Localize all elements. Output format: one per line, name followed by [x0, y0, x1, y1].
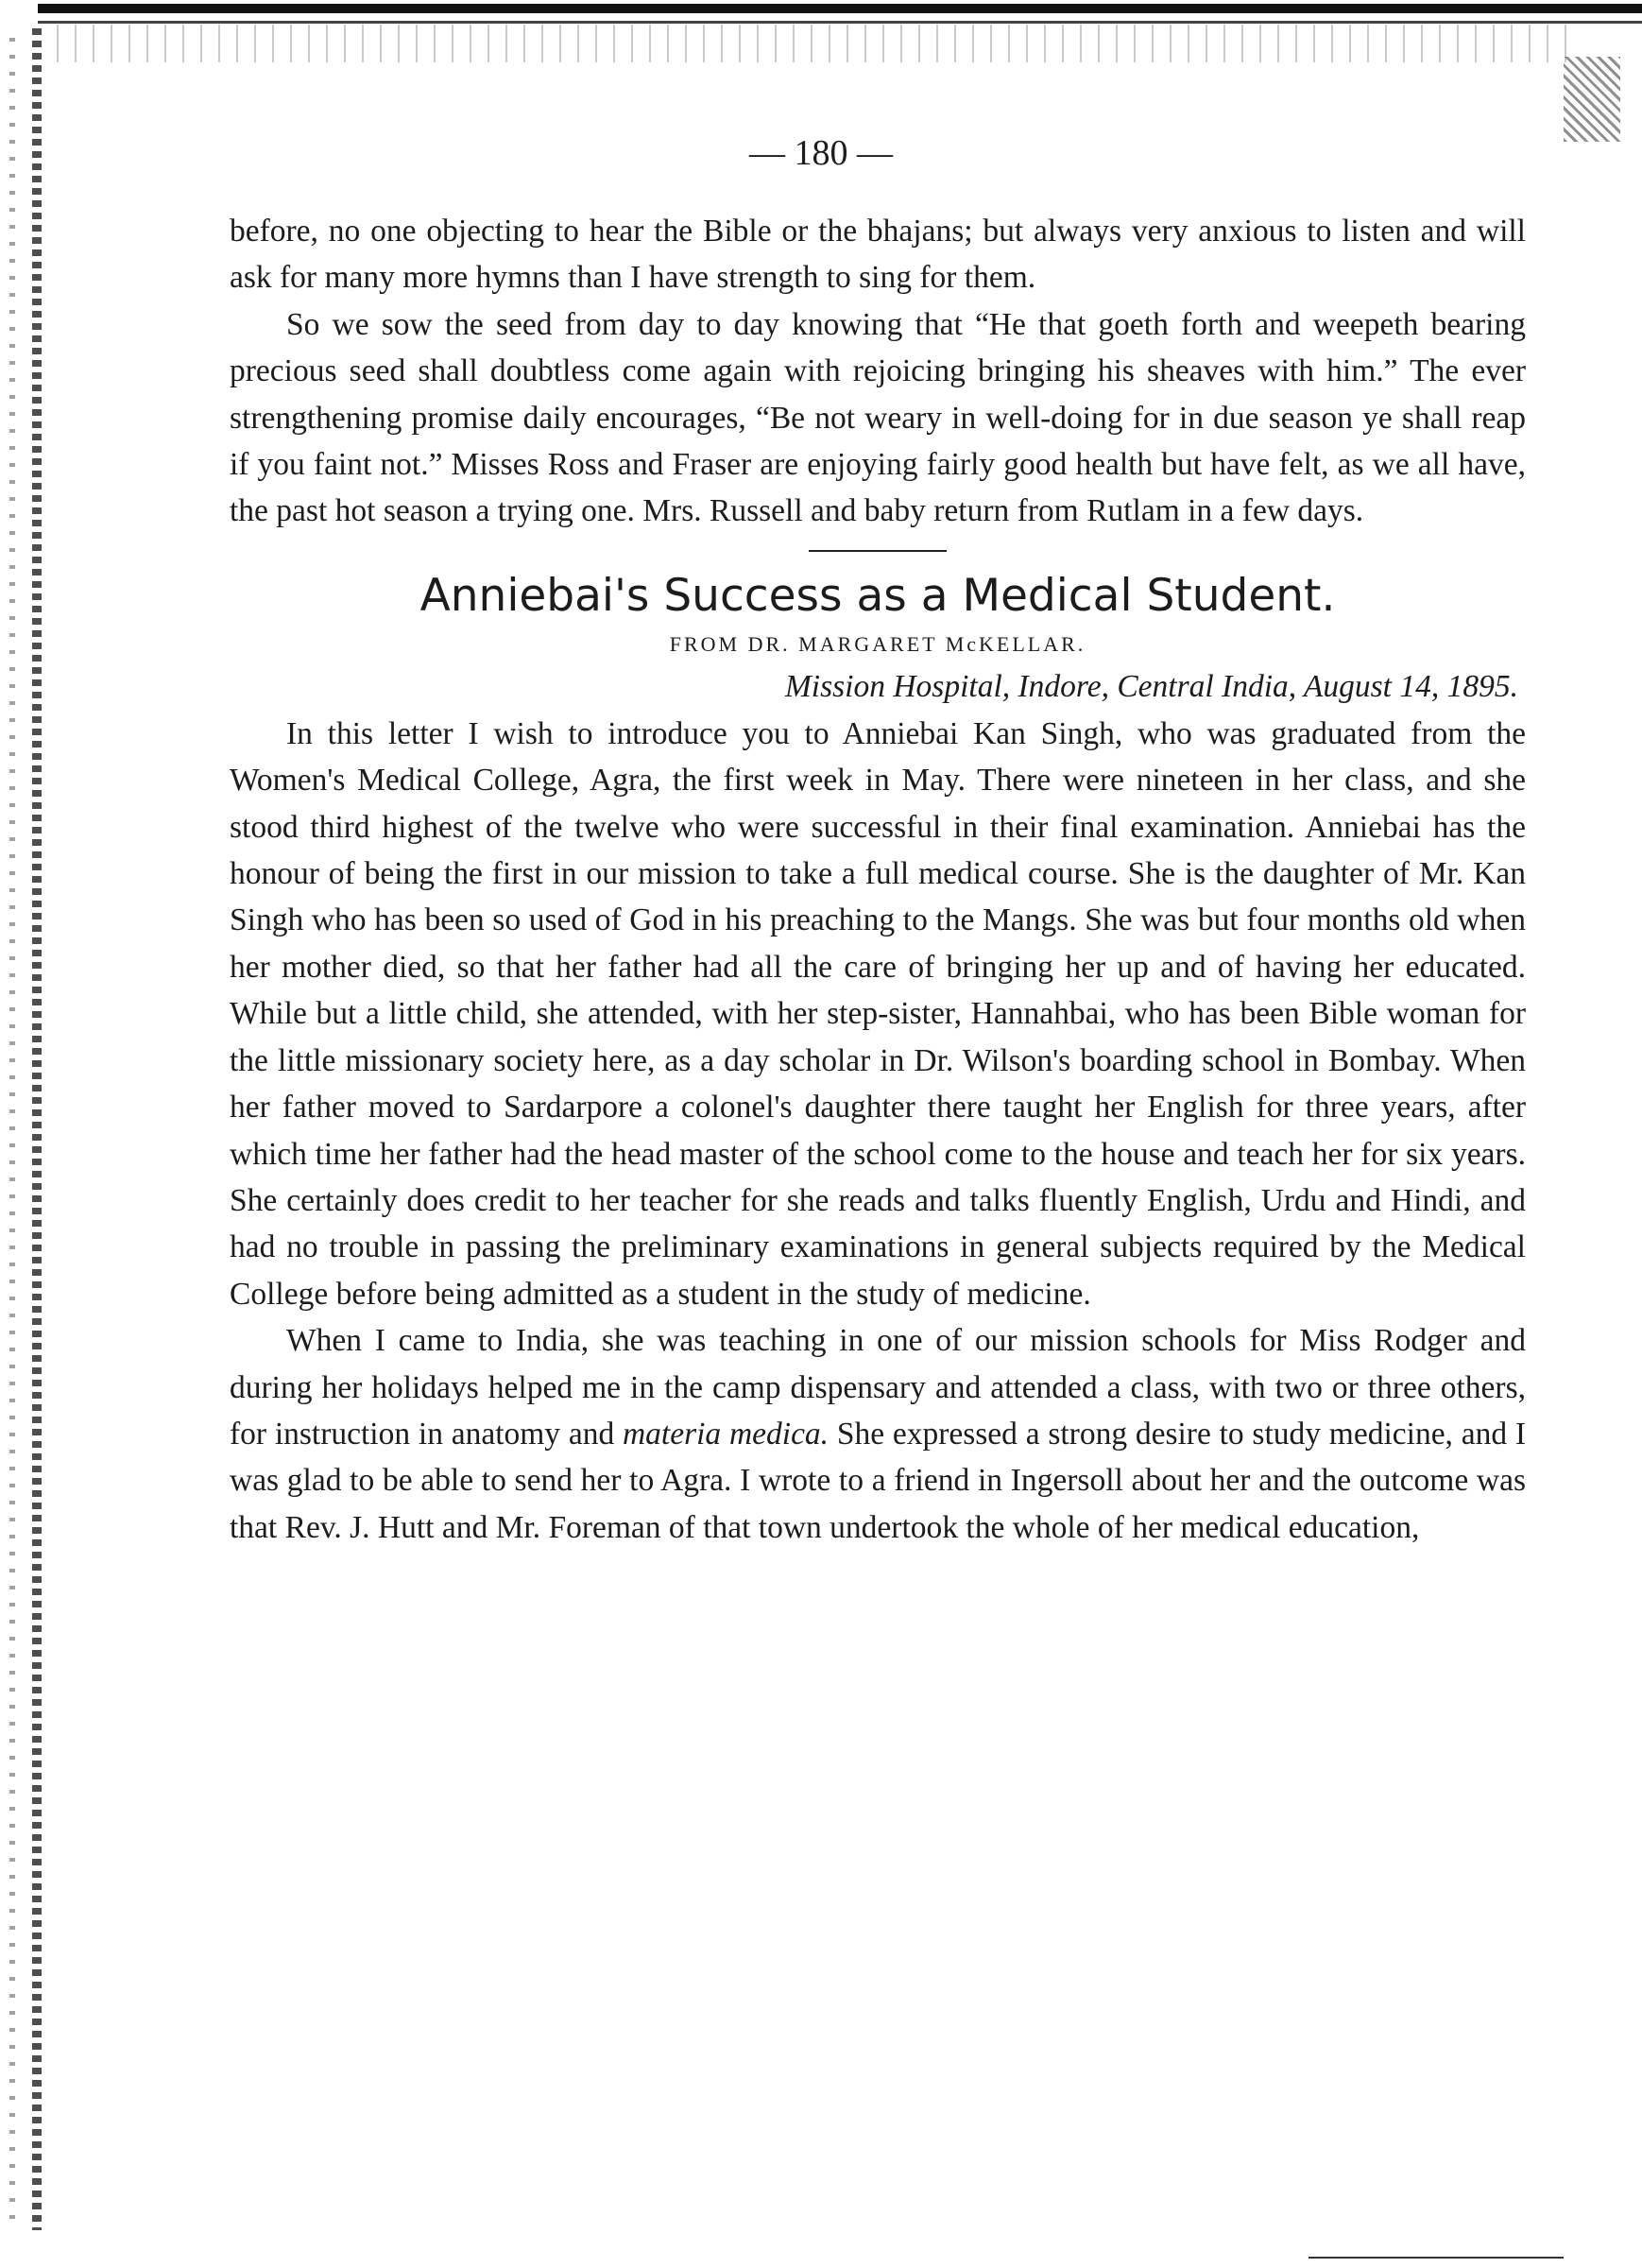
paragraph-2-italic-term: materia medica. [622, 1416, 830, 1452]
bottom-rule [1308, 2257, 1564, 2259]
paragraph-2-text-a: When I came to India, she was teaching in one of our mission schools for Miss Rodger and during her holidays helped me in the camp dispensary and attended a class, with two or three others, for instruction in anatomy and [230, 1323, 1526, 1452]
left-binding-edge [32, 28, 42, 2230]
section-divider [809, 550, 947, 552]
article-title: Anniebai's Success as a Medical Student. [419, 569, 1336, 622]
continued-paragraph: before, no one objecting to hear the Bible or the bhajans; but always very anxious to listen and will ask for many more hymns than I have strength to sing for them. [230, 214, 1526, 296]
top-border-rule-thin [38, 21, 1642, 24]
page-number: — 180 — [749, 133, 893, 173]
closing-paragraph: So we sow the seed from day to day knowing that “He that goeth forth and weepeth bearing precious seed shall doubtless come again with rejoicing bringing his sheaves with him.” The ever strengthening promise daily encourages, “Be not weary in well-doing for in due season ye shall reap if you faint not.” Misses Ross and Fraser are enjoying fairly good health but have felt, as we all have, the past hot season a trying one. Mrs. Russell and baby return from Rutlam in a few days. [230, 306, 1526, 529]
scan-noise [57, 25, 1568, 62]
article-dateline: Mission Hospital, Indore, Central India, August 14, 1895. [784, 668, 1518, 704]
paragraph-2-text-b: She expressed a strong desire to study medicine, and I was glad to be able to send her to Agra. I wrote to a friend in Ingersoll about her and the outcome was that Rev. J. Hutt and Mr. Foreman of that town undertook the whole of her medical education, [230, 1416, 1526, 1545]
article-paragraph-2 [230, 1317, 1526, 1551]
article-byline: FROM DR. MARGARET McKELLAR. [669, 631, 1086, 656]
left-binding-edge-outer [9, 38, 15, 2230]
top-border-rule [38, 4, 1642, 13]
corner-smudge [1564, 57, 1620, 142]
article-paragraph-1: In this letter I wish to introduce you to Anniebai Kan Singh, who was graduated from the Women's Medical College, Agra, the first week in May. There were nineteen in her class, and she stood third highest of the twelve who were successful in their final examination. Anniebai has the honour of being the first in our mission to take a full medical course. She is the daughter of Mr. Kan Singh who has been so used of God in his preaching to the Mangs. She was but four months old when her mother died, so that her father had all the care of bringing her up and of having her educated. While but a little child, she attended, with her step-sister, Hannahbai, who has been Bible woman for the little missionary society here, as a day scholar in Dr. Wilson's boarding school in Bombay. When her father moved to Sardarpore a colonel's daughter there taught her English for three years, after which time her father had the head master of the school come to the house and teach her for six years. She certainly does credit to her teacher for she reads and talks fluently English, Urdu and Hindi, and had no trouble in passing the preliminary examinations in general subjects required by the Medical College before being admitted as a student in the study of medicine. [230, 715, 1526, 1312]
page-body [230, 208, 1526, 1551]
